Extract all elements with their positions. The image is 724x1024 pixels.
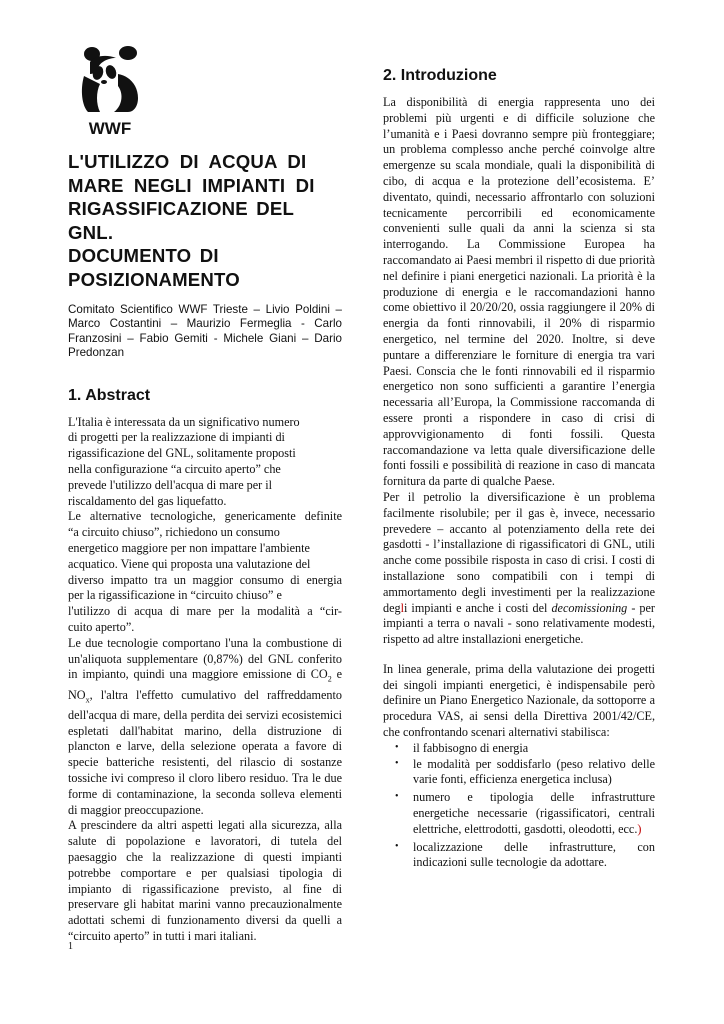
abstract-paragraph-4: A prescindere da altri aspetti legati alla sicurezza, alla salute di popolazione e lavoratori, di tutela del paesaggio che la realizzazione di questi impianti potrebbe comportare e per qualsiasi tipologia di impianto di rigassificazione previsto, al fine di preservare gli habitat marini vanno precauzionalmente adottati schemi di funzionamento diversi da quelli a “circuito aperto” in tutti i mari italiani. xyxy=(68,818,342,943)
title-line: GNL. xyxy=(68,221,114,243)
text-line: nella configurazione “a circuito aperto” che xyxy=(68,462,281,477)
text-span: , l'altra l'effetto cumulativo del raffreddamento dell'acqua di mare, della perdita dei servizi ecosistemici espletati dall'habitat marino, della distruzione di plancton e larve, della selezione operata a favore di specie batteriche resistenti, del rilascio di sostanze tossiche ivi compreso il cloro libero residuo. Tra le due forme di contaminazione, la seconda solleva elementi di maggior preoccupazione. xyxy=(68,687,342,817)
bullet-icon: • xyxy=(395,741,399,753)
wwf-panda-logo xyxy=(78,46,142,138)
abstract-heading: 1. Abstract xyxy=(68,386,151,404)
text-line: diverso impatto tra un maggior consumo di energia xyxy=(68,572,342,587)
right-column xyxy=(383,66,655,871)
text-span: Per il petrolio la diversificazione è un problema facilmente risolubile; per il gas è, invece, necessario prevedere – accanto al potenziamento della rete dei gasdotti - l’installazione di rigassificatori di GNL, utili anche come possibile risposta in caso di crisi. I costi di installazione sono compatibili con i tempi di ammortamento degli investimenti per la realizzazione deg xyxy=(383,489,655,615)
text-span: Le due tecnologie comportano l'una la combustione di un'aliquota supplementare (0,87%) del GNL conferito in impianto, quindi una maggiore emissione di CO xyxy=(68,635,342,682)
list-item-text: il fabbisogno di energia xyxy=(413,740,529,755)
list-item-text: localizzazione delle infrastrutture, con indicazioni sulle tecnologie da adottare. xyxy=(413,839,655,870)
list-item xyxy=(383,790,655,837)
text-line: “a circuito chiuso”, richiedono un consumo xyxy=(68,525,280,540)
authors-list: Comitato Scientifico WWF Trieste – Livio Poldini – Marco Costantini – Maurizio Fermeglia - Carlo Franzosini – Fabio Gemiti - Michele Giani – Dario Predonzan xyxy=(68,303,342,360)
highlighted-letter: l xyxy=(400,600,404,615)
text-line: acquatico. Viene qui proposta una valutazione del xyxy=(68,556,311,571)
subscript: 2 xyxy=(327,674,332,684)
title-line: MARE NEGLI IMPIANTI DI xyxy=(68,174,315,196)
svg-text:WWF: WWF xyxy=(88,119,132,138)
abstract-paragraph-2 xyxy=(68,509,342,635)
text-line: Le alternative tecnologiche, genericamente definite xyxy=(68,509,342,524)
list-item xyxy=(383,840,655,872)
title-line: POSIZIONAMENTO xyxy=(68,268,240,290)
left-column xyxy=(68,150,342,945)
subscript: x xyxy=(85,695,90,705)
text-line: prevede l'utilizzo dell'acqua di mare per il xyxy=(68,477,273,492)
bullet-icon: • xyxy=(395,791,399,803)
bullet-icon: • xyxy=(395,840,399,852)
page-number: 1 xyxy=(68,941,73,952)
introduction-heading: 2. Introduzione xyxy=(383,67,497,84)
text-span: i impianti e anche i costi del xyxy=(404,600,552,615)
introduction-paragraph-2 xyxy=(383,490,655,648)
text-line: per la rigassificazione in “circuito chiuso” e xyxy=(68,588,282,603)
text-line: riscaldamento del gas liquefatto. xyxy=(68,493,227,508)
list-item-text: le modalità per soddisfarlo (peso relativo delle varie fonti, efficienza energetica inclusa) xyxy=(413,756,655,787)
text-line: cuito aperto”. xyxy=(68,619,135,634)
text-line: rigassificazione del GNL, solitamente proposti xyxy=(68,446,296,461)
title-line: DOCUMENTO DI xyxy=(68,245,219,266)
introduction-paragraph-3: In linea generale, prima della valutazione dei progetti dei singoli impianti energetici, è indispensabile però definire un Piano Energetico Nazionale, da sottoporre a procedura VAS, ai sensi della Direttiva 2001/42/CE, che confrontando scenari alternativi stabilisca: xyxy=(383,661,655,740)
text-line: di progetti per la realizzazione di impianti di xyxy=(68,430,285,445)
list-item xyxy=(383,741,655,757)
title-line: L'UTILIZZO DI ACQUA DI xyxy=(68,151,307,172)
abstract-paragraph-3 xyxy=(68,636,342,819)
text-line: l'utilizzo di acqua di mare per la modalità a “cir- xyxy=(68,604,342,619)
list-item-text xyxy=(413,790,655,837)
bullet-icon: • xyxy=(395,757,399,769)
title-line: RIGASSIFICAZIONE DEL xyxy=(68,198,295,219)
bullet-list xyxy=(383,741,655,871)
list-item xyxy=(383,757,655,789)
text-line: energetico maggiore per non impattare l'ambiente xyxy=(68,541,310,555)
introduction-paragraph-1: La disponibilità di energia rappresenta uno dei problemi più urgenti e di difficile soluzione che l’umanità e i Paesi dovranno sempre più fronteggiare; un problema complesso anche perché coinvolge altre emergenze su scala mondiale, quali la disponibilità di cibo, di acqua e la protezione dell’ecosistema. E’ diventato, quindi, necessario affrontarlo con soluzioni tecnicamente percorribili ed economicamente convenienti sulle quali da anni la scienza si sta interrogando. La Commissione Europea ha raccomandato ai Paesi membri il rispetto di due priorità nel definire i piani energetici nazionali. La priorità è la produzione di energia e le raccomandazioni hanno come obiettivo il 20/20/20, ossia raggiungere il 20% di energia da fonti rinnovabili, il 20% di risparmio energetico, nel termine del 2020. Inoltre, si deve puntare a differenziare le forniture di energia tra vari Paesi. Conscia che le fonti rinnovabili ed il risparmio energetico non sono sufficienti a garantire l’energia necessaria all’Europa, la Commissione raccomanda di essere pronti a rispondere in caso di crisi di approvvigionamento di fonti fossili. Questa raccomandazione va letta quale diversificazione delle fonti fossili e possibilità di reazione in caso di mancata fornitura da parte di qualche Paese. xyxy=(383,95,655,489)
text-span: - per impianti a terra o navali - sono relativamente modesti, rispetto ad altre installazioni energetiche. xyxy=(383,600,655,647)
text-line: L'Italia è interessata da un significativo numero xyxy=(68,414,300,429)
italic-term: decomissioning xyxy=(551,600,628,615)
highlighted-character: ) xyxy=(637,821,642,836)
document-title xyxy=(68,150,342,291)
text-span: numero e tipologia delle infrastrutture energetiche necessarie (rigassificatori, centrali elettriche, elettrodotti, gasdotti, oleodotti, ecc. xyxy=(413,790,655,836)
abstract-paragraph-1 xyxy=(68,415,342,510)
text-span: e NO xyxy=(68,667,342,702)
